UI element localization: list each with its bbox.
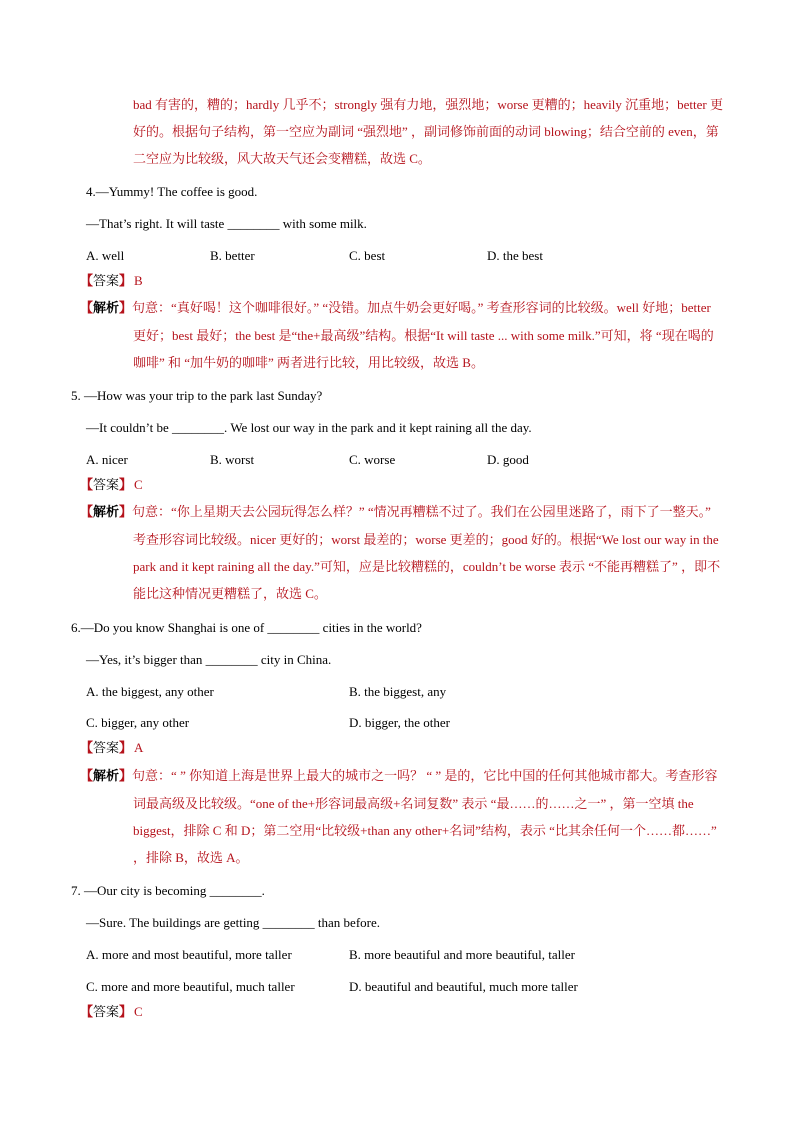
question-7-stem: 7. —Our city is becoming ________. xyxy=(71,883,265,898)
question-4-option-d: D. the best xyxy=(487,248,543,263)
question-5-option-c: C. worse xyxy=(349,452,396,467)
question-5-option-b: B. worst xyxy=(210,452,255,467)
question-7-answer: 【答案】 C xyxy=(80,1004,143,1020)
analysis-text: 句意：“真好喝！这个咖啡很好。” “没错。加点牛奶会更好喝。” 考查形容词的比较级。well 好地；better 更好；best 最好；the best 是“the+最高级”结构。根据“It will taste ... with some milk.”可知，将 “现在喝的咖啡” 和 “加牛奶的咖啡” 两者进行比较，用比较级，故选 B。 xyxy=(132,300,714,370)
question-4-stem: 4.—Yummy! The coffee is good. xyxy=(86,184,258,199)
question-5-stem: 5. —How was your trip to the park last Sunday? xyxy=(71,388,323,403)
question-6-reply: —Yes, it’s bigger than ________ city in China. xyxy=(86,652,332,667)
answer-letter: B xyxy=(134,273,143,288)
question-4-reply: —That’s right. It will taste ________ with some milk. xyxy=(86,216,367,231)
question-6-option-c: C. bigger, any other xyxy=(86,715,190,730)
answer-letter: C xyxy=(134,1004,143,1019)
question-4-option-a: A. well xyxy=(86,248,125,263)
question-4-option-b: B. better xyxy=(210,248,255,263)
question-6-option-a: A. the biggest, any other xyxy=(86,684,214,699)
question-7-option-a: A. more and most beautiful, more taller xyxy=(86,947,292,962)
answer-letter: A xyxy=(134,740,144,755)
analysis-text: 句意：“你上星期天去公园玩得怎么样？” “情况再糟糕不过了。我们在公园里迷路了，雨下了一整天。” 考查形容词比较级。nicer 更好的；worst 最差的；worse 更差的；good 好的。根据“We lost our way in the park and it kept raining all the day.”可知，应是比较糟糕的，couldn’t be worse 表示 “不能再糟糕了” ，即不能比这种情况更糟糕了，故选 C。 xyxy=(132,504,721,601)
question-6-analysis: 【解析】句意：“ ” 你知道上海是世界上最大的城市之一吗？ “ ” 是的，它比中国的任何其他城市都大。考查形容词最高级及比较级。“one of the+形容词最高级+名词复数” 表示 “最……的……之一” ，第一空填 the biggest，排除 C 和 D；第二空用“比较级+than any other+名词”结构，表示 “比其余任何一个……都……” ，排除 B，故选 A。 xyxy=(80,768,718,865)
question-5-option-a: A. nicer xyxy=(86,452,128,467)
previous-explanation: bad 有害的，糟的；hardly 几乎不；strongly 强有力地，强烈地；worse 更糟的；heavily 沉重地；better 更好的。根据句子结构，第一空应为副词 “强烈地” ，副词修饰前面的动词 blowing；结合空前的 even，第二空应为比较级，风大故天气还会变糟糕，故选 C。 xyxy=(133,97,723,166)
question-6-option-d: D. bigger, the other xyxy=(349,715,450,730)
analysis-text: 句意：“ ” 你知道上海是世界上最大的城市之一吗？ “ ” 是的，它比中国的任何其他城市都大。考查形容词最高级及比较级。“one of the+形容词最高级+名词复数” 表示 “最……的……之一” ，第一空填 the biggest，排除 C 和 D；第二空用“比较级+than any other+名词”结构，表示 “比其余任何一个……都……” ，排除 B，故选 A。 xyxy=(132,768,718,865)
question-7-option-b: B. more beautiful and more beautiful, taller xyxy=(349,947,575,962)
question-4-analysis: 【解析】句意：“真好喝！这个咖啡很好。” “没错。加点牛奶会更好喝。” 考查形容词的比较级。well 好地；better 更好；best 最好；the best 是“the+最高级”结构。根据“It will taste ... with some milk.”可知，将 “现在喝的咖啡” 和 “加牛奶的咖啡” 两者进行比较，用比较级，故选 B。 xyxy=(80,300,714,370)
answer-letter: C xyxy=(134,477,143,492)
question-4-option-c: C. best xyxy=(349,248,386,263)
question-5-analysis: 【解析】句意：“你上星期天去公园玩得怎么样？” “情况再糟糕不过了。我们在公园里迷路了，雨下了一整天。” 考查形容词比较级。nicer 更好的；worst 最差的；worse 更差的；good 好的。根据“We lost our way in the park and it kept raining all the day.”可知，应是比较糟糕的，couldn’t be worse 表示 “不能再糟糕了” ，即不能比这种情况更糟糕了，故选 C。 xyxy=(80,504,721,601)
question-4-answer: 【答案】 B xyxy=(80,273,143,289)
question-7-option-c: C. more and more beautiful, much taller xyxy=(86,979,295,994)
question-6-option-b: B. the biggest, any xyxy=(349,684,447,699)
question-5-answer: 【答案】 C xyxy=(80,477,143,493)
question-6-stem: 6.—Do you know Shanghai is one of ________ cities in the world? xyxy=(71,620,422,635)
question-7-reply: —Sure. The buildings are getting ________ than before. xyxy=(86,915,381,930)
question-6-answer: 【答案】 A xyxy=(80,740,144,756)
question-5-reply: —It couldn’t be ________. We lost our way in the park and it kept raining all the day. xyxy=(86,420,532,435)
question-5-option-d: D. good xyxy=(487,452,529,467)
question-7-option-d: D. beautiful and beautiful, much more taller xyxy=(349,979,578,994)
